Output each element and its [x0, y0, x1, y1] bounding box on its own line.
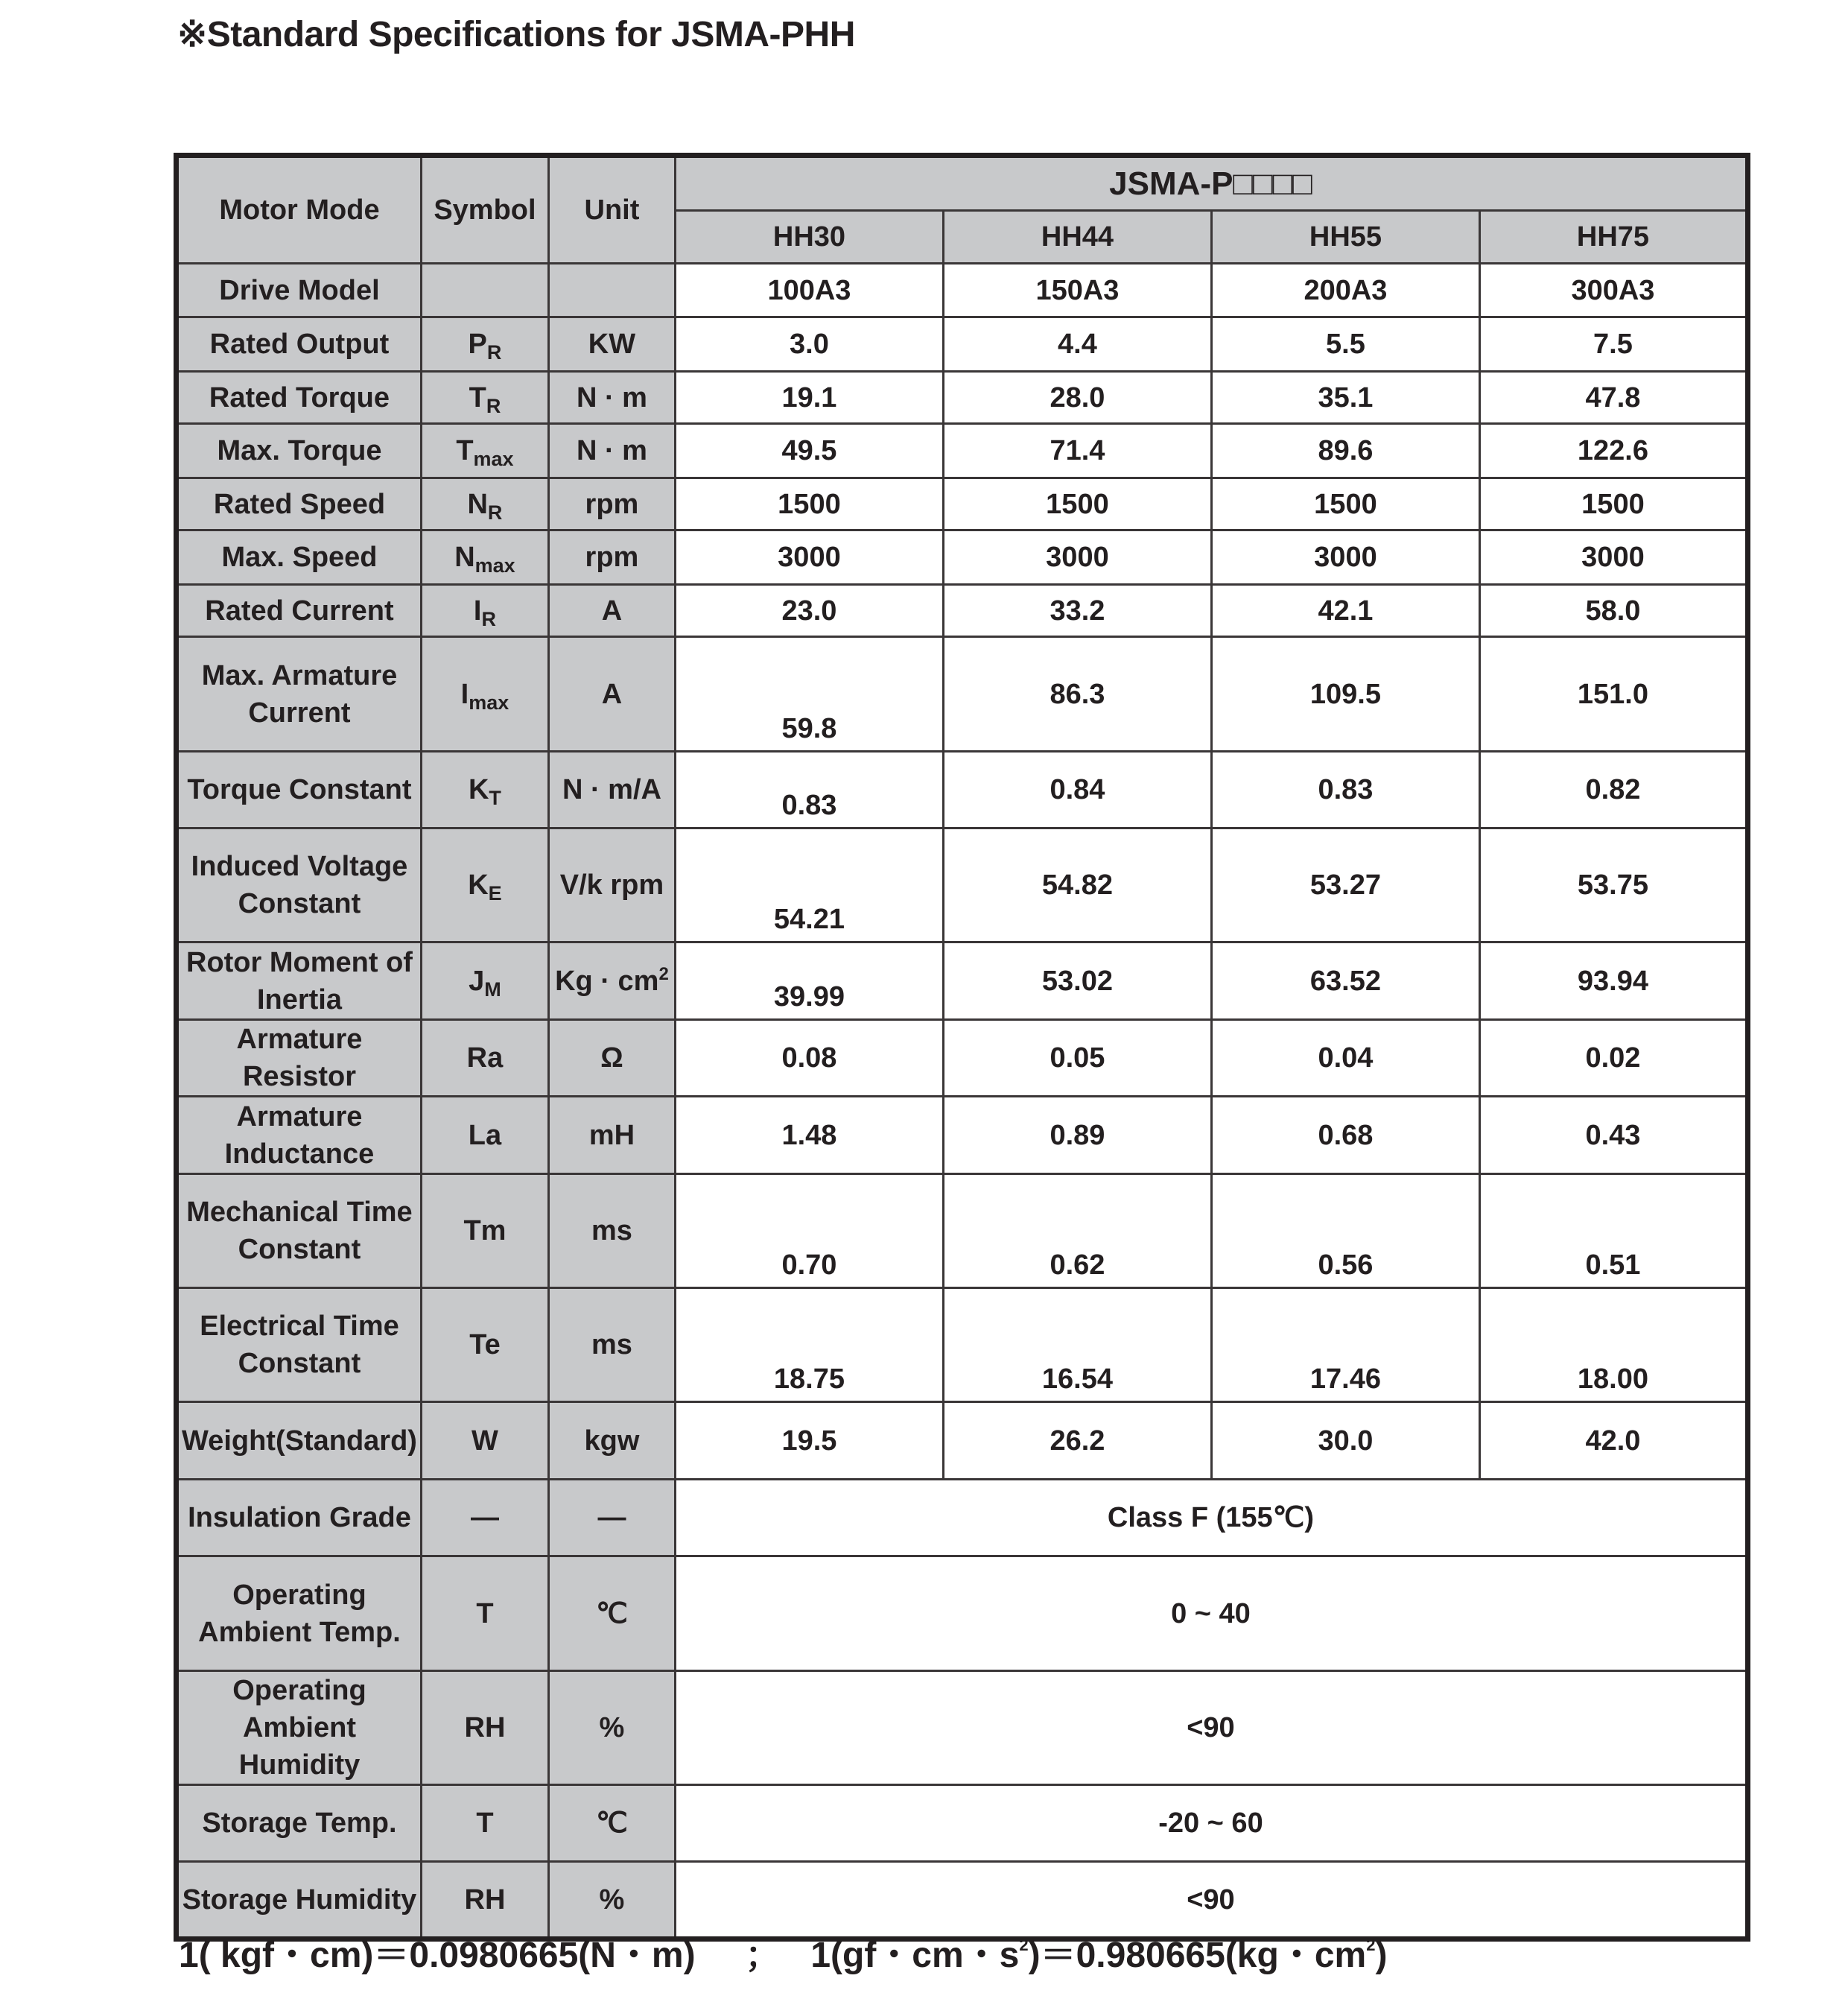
symbol-main: Ra: [466, 1042, 504, 1074]
unit-text: %: [599, 1712, 625, 1743]
value-cell: 0.02: [1479, 1020, 1747, 1097]
table-row: [177, 1288, 1748, 1402]
unit-text: Ω: [600, 1042, 623, 1074]
row-label: Armature Inductance: [177, 1097, 422, 1174]
value-cell: 100A3: [675, 264, 943, 317]
conversion-footnote: [179, 1926, 1387, 1977]
row-label: Max. Speed: [177, 530, 422, 585]
row-label: Storage Humidity: [177, 1862, 422, 1939]
value-cell: 18.75: [675, 1288, 943, 1402]
row-symbol: [421, 1556, 548, 1671]
row-unit: [548, 264, 675, 317]
symbol-main: —: [470, 1502, 499, 1533]
table-row: [177, 1671, 1748, 1785]
symbol-subscript: max: [474, 554, 515, 577]
value-cell: 19.5: [675, 1402, 943, 1480]
value-cell: 0.05: [943, 1020, 1211, 1097]
value-cell: 63.52: [1211, 942, 1479, 1020]
row-label: Operating Ambient Temp.: [177, 1556, 422, 1671]
unit-text: mH: [588, 1119, 635, 1151]
value-cell: 1500: [675, 478, 943, 530]
row-label: Max. Armature Current: [177, 637, 422, 752]
value-cell: 0.82: [1479, 752, 1747, 828]
row-symbol: [421, 1174, 548, 1288]
unit-text: —: [597, 1502, 626, 1533]
symbol-main: T: [456, 435, 474, 466]
row-label: Mechanical Time Constant: [177, 1174, 422, 1288]
symbol-main: N: [467, 488, 488, 520]
value-cell: 86.3: [943, 637, 1211, 752]
row-unit: [548, 1174, 675, 1288]
value-cell: 28.0: [943, 372, 1211, 424]
row-unit: [548, 1288, 675, 1402]
value-cell-span: <90: [675, 1671, 1747, 1785]
value-cell: 5.5: [1211, 317, 1479, 372]
value-cell: 53.75: [1479, 828, 1747, 942]
row-label: Rated Output: [177, 317, 422, 372]
value-cell: 0.83: [1211, 752, 1479, 828]
footnote-part: ): [1375, 1936, 1388, 1975]
value-cell: 3000: [1211, 530, 1479, 585]
unit-text: N · m: [576, 435, 647, 466]
unit-text: N · m: [576, 381, 647, 414]
header-unit: Unit: [548, 156, 675, 264]
unit-text: ms: [591, 1215, 632, 1246]
value-cell: 200A3: [1211, 264, 1479, 317]
symbol-main: RH: [464, 1883, 506, 1916]
header-motor-mode: Motor Mode: [177, 156, 422, 264]
symbol-subscript: M: [484, 978, 501, 1001]
value-cell: 23.0: [675, 585, 943, 637]
symbol-subscript: E: [488, 882, 502, 904]
row-symbol: [421, 317, 548, 372]
row-label: Rated Speed: [177, 478, 422, 530]
value-cell: 0.08: [675, 1020, 943, 1097]
row-unit: [548, 942, 675, 1020]
value-cell: 53.27: [1211, 828, 1479, 942]
value-cell: 1500: [1479, 478, 1747, 530]
value-cell: 1500: [1211, 478, 1479, 530]
row-unit: [548, 1556, 675, 1671]
symbol-main: T: [476, 1597, 494, 1629]
unit-text: A: [601, 678, 623, 710]
unit-text: kgw: [584, 1425, 640, 1457]
value-cell: 58.0: [1479, 585, 1747, 637]
symbol-subscript: R: [481, 607, 496, 630]
unit-superscript: 2: [658, 963, 669, 984]
row-symbol: [421, 1097, 548, 1174]
symbol-subscript: T: [489, 787, 501, 809]
value-cell: 42.0: [1479, 1402, 1747, 1480]
row-label: Max. Torque: [177, 424, 422, 478]
value-cell-span: <90: [675, 1862, 1747, 1939]
unit-text: Kg · cm: [555, 965, 659, 997]
value-cell: 17.46: [1211, 1288, 1479, 1402]
symbol-main: P: [468, 329, 487, 360]
value-cell: 0.89: [943, 1097, 1211, 1174]
value-cell: 53.02: [943, 942, 1211, 1020]
unit-text: rpm: [585, 542, 639, 573]
unit-text: rpm: [585, 488, 639, 520]
table-row: [177, 585, 1748, 637]
row-symbol: [421, 1402, 548, 1480]
row-unit: [548, 828, 675, 942]
row-symbol: [421, 478, 548, 530]
table-row: [177, 1556, 1748, 1671]
symbol-main: La: [468, 1119, 502, 1151]
row-symbol: [421, 637, 548, 752]
symbol-main: T: [476, 1807, 494, 1839]
row-label: Rated Current: [177, 585, 422, 637]
header-model: HH44: [943, 211, 1211, 264]
unit-text: KW: [588, 329, 636, 360]
value-cell: 0.83: [675, 752, 943, 828]
value-cell: 93.94: [1479, 942, 1747, 1020]
value-cell: 16.54: [943, 1288, 1211, 1402]
unit-text: V/k rpm: [559, 869, 664, 901]
table-row: [177, 1402, 1748, 1480]
footnote-separator: ；: [745, 1936, 781, 1975]
value-cell: 3000: [1479, 530, 1747, 585]
row-symbol: [421, 1288, 548, 1402]
value-cell: 26.2: [943, 1402, 1211, 1480]
row-unit: [548, 372, 675, 424]
symbol-main: K: [468, 774, 489, 805]
value-cell: 30.0: [1211, 1402, 1479, 1480]
row-unit: [548, 1785, 675, 1862]
value-cell: 109.5: [1211, 637, 1479, 752]
header-model: HH30: [675, 211, 943, 264]
value-cell: 3000: [943, 530, 1211, 585]
row-label: Insulation Grade: [177, 1480, 422, 1556]
table-row: [177, 942, 1748, 1020]
row-unit: [548, 424, 675, 478]
value-cell: 35.1: [1211, 372, 1479, 424]
row-unit: [548, 752, 675, 828]
row-label: Electrical Time Constant: [177, 1288, 422, 1402]
table-row: [177, 1097, 1748, 1174]
row-unit: [548, 478, 675, 530]
symbol-main: T: [469, 381, 486, 414]
value-cell: 3000: [675, 530, 943, 585]
footnote-sup: 2: [1366, 1936, 1376, 1954]
unit-text: ℃: [596, 1807, 628, 1839]
value-cell: 0.51: [1479, 1174, 1747, 1288]
row-unit: [548, 530, 675, 585]
value-cell: 18.00: [1479, 1288, 1747, 1402]
row-symbol: [421, 1480, 548, 1556]
row-symbol: [421, 942, 548, 1020]
table-row: [177, 637, 1748, 752]
symbol-subscript: R: [486, 394, 501, 417]
row-label: Storage Temp.: [177, 1785, 422, 1862]
footnote-sup: 2: [1019, 1936, 1029, 1954]
table-row: [177, 372, 1748, 424]
table-row: [177, 264, 1748, 317]
value-cell: 42.1: [1211, 585, 1479, 637]
table-row: [177, 1785, 1748, 1862]
row-unit: [548, 1402, 675, 1480]
value-cell: 151.0: [1479, 637, 1747, 752]
table-row: [177, 424, 1748, 478]
table-row: [177, 1174, 1748, 1288]
value-cell: 54.82: [943, 828, 1211, 942]
table-row: [177, 530, 1748, 585]
symbol-main: W: [471, 1425, 498, 1457]
row-unit: [548, 585, 675, 637]
row-unit: [548, 1097, 675, 1174]
value-cell: 122.6: [1479, 424, 1747, 478]
value-cell-span: Class F (155℃): [675, 1480, 1747, 1556]
row-label: Rated Torque: [177, 372, 422, 424]
value-cell: 1500: [943, 478, 1211, 530]
value-cell: 33.2: [943, 585, 1211, 637]
value-cell: 47.8: [1479, 372, 1747, 424]
table-row: [177, 478, 1748, 530]
row-label: Drive Model: [177, 264, 422, 317]
unit-text: A: [601, 595, 623, 627]
row-symbol: [421, 752, 548, 828]
row-label: Armature Resistor: [177, 1020, 422, 1097]
row-label: Induced Voltage Constant: [177, 828, 422, 942]
row-unit: [548, 1480, 675, 1556]
symbol-main: I: [460, 678, 469, 710]
value-cell: 49.5: [675, 424, 943, 478]
symbol-main: N: [454, 542, 475, 573]
row-symbol: [421, 372, 548, 424]
header-symbol: Symbol: [421, 156, 548, 264]
row-symbol: [421, 1020, 548, 1097]
footnote-inertia: [810, 1936, 1387, 1975]
value-cell: 1.48: [675, 1097, 943, 1174]
page-title: ※Standard Specifications for JSMA-PHH: [177, 15, 855, 54]
row-unit: [548, 1020, 675, 1097]
symbol-subscript: max: [473, 448, 514, 470]
value-cell: 0.56: [1211, 1174, 1479, 1288]
value-cell: 7.5: [1479, 317, 1747, 372]
value-cell: 39.99: [675, 942, 943, 1020]
row-unit: [548, 637, 675, 752]
symbol-subscript: max: [469, 691, 509, 714]
symbol-main: Te: [469, 1329, 501, 1360]
value-cell: 59.8: [675, 637, 943, 752]
value-cell: 89.6: [1211, 424, 1479, 478]
symbol-subscript: R: [486, 341, 502, 364]
unit-text: N · m/A: [562, 774, 661, 805]
header-model: HH55: [1211, 211, 1479, 264]
spec-table: [174, 153, 1750, 1942]
row-symbol: [421, 1671, 548, 1785]
row-symbol: [421, 585, 548, 637]
value-cell: 71.4: [943, 424, 1211, 478]
footnote-part: )＝0.980665(kg・cm: [1028, 1936, 1367, 1975]
unit-text: ms: [591, 1329, 632, 1360]
table-row: [177, 317, 1748, 372]
value-cell: 54.21: [675, 828, 943, 942]
row-unit: [548, 317, 675, 372]
value-cell: 0.04: [1211, 1020, 1479, 1097]
unit-text: ℃: [596, 1597, 628, 1629]
value-cell: 0.70: [675, 1174, 943, 1288]
symbol-main: RH: [464, 1712, 506, 1743]
footnote-torque: 1( kgf・cm)＝0.0980665(N・m): [179, 1936, 696, 1975]
header-series: JSMA-P□□□□: [675, 156, 1747, 211]
symbol-main: Tm: [463, 1215, 507, 1246]
table-row: [177, 828, 1748, 942]
value-cell: 0.84: [943, 752, 1211, 828]
symbol-main: I: [473, 595, 482, 627]
value-cell: 0.62: [943, 1174, 1211, 1288]
value-cell: 150A3: [943, 264, 1211, 317]
value-cell: 3.0: [675, 317, 943, 372]
table-row: [177, 752, 1748, 828]
header-model: HH75: [1479, 211, 1747, 264]
table-row: [177, 1020, 1748, 1097]
value-cell: 19.1: [675, 372, 943, 424]
value-cell: 0.68: [1211, 1097, 1479, 1174]
value-cell-span: -20 ~ 60: [675, 1785, 1747, 1862]
symbol-subscript: R: [487, 501, 503, 524]
value-cell: 4.4: [943, 317, 1211, 372]
row-symbol: [421, 1785, 548, 1862]
footnote-part: 1(gf・cm・s: [810, 1936, 1020, 1975]
row-symbol: [421, 530, 548, 585]
value-cell: 300A3: [1479, 264, 1747, 317]
value-cell: 0.43: [1479, 1097, 1747, 1174]
row-label: Rotor Moment of Inertia: [177, 942, 422, 1020]
row-symbol: [421, 424, 548, 478]
row-symbol: [421, 828, 548, 942]
row-label: Weight(Standard): [177, 1402, 422, 1480]
symbol-main: J: [469, 965, 485, 997]
value-cell-span: 0 ~ 40: [675, 1556, 1747, 1671]
row-label: Operating Ambient Humidity: [177, 1671, 422, 1785]
unit-text: %: [599, 1883, 625, 1916]
row-symbol: [421, 264, 548, 317]
table-row: [177, 1480, 1748, 1556]
row-unit: [548, 1671, 675, 1785]
row-label: Torque Constant: [177, 752, 422, 828]
symbol-main: K: [468, 869, 489, 901]
